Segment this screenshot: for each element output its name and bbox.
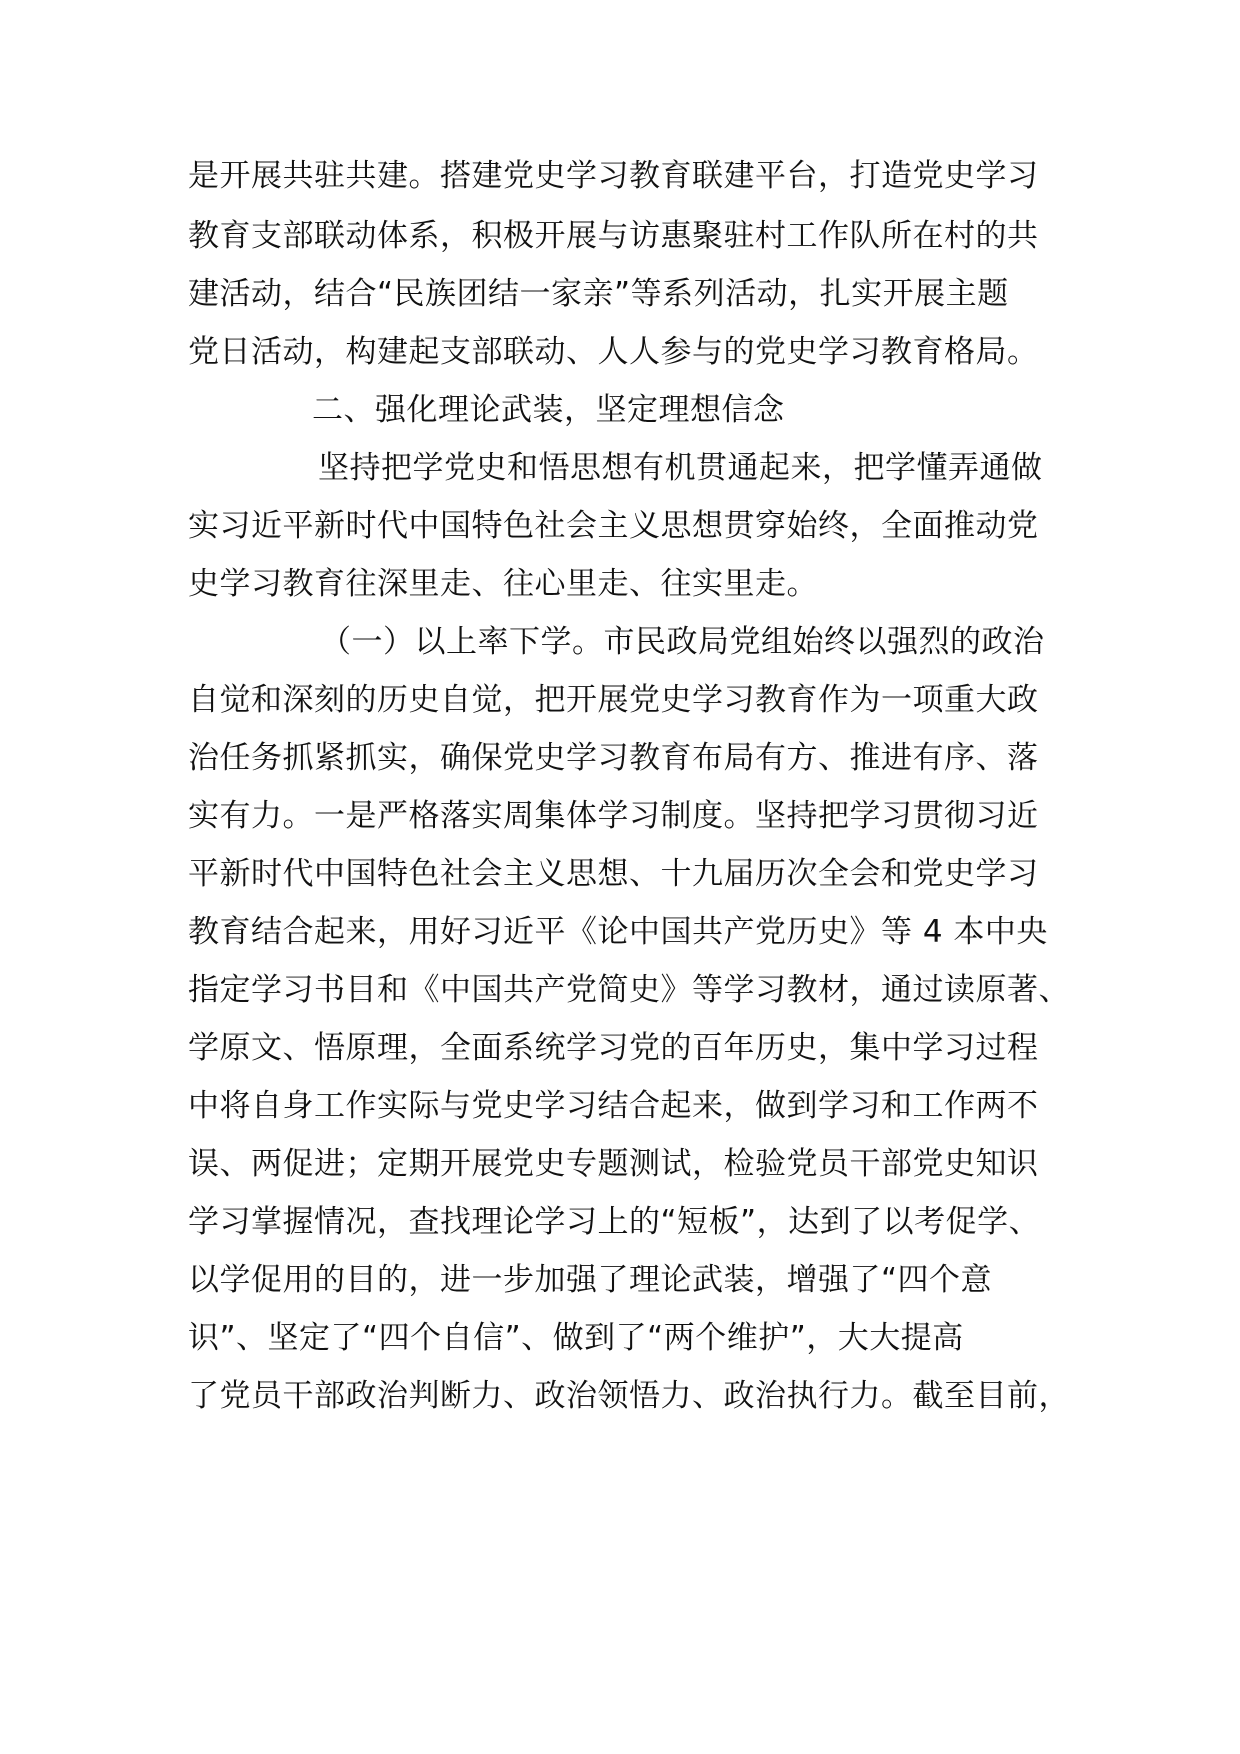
text-line: 坚持把学党史和悟思想有机贯通起来，把学懂弄通做 <box>318 450 1043 486</box>
text-line: 学原文、悟原理，全面系统学习党的百年历史，集中学习过程 <box>188 1030 1039 1066</box>
text-line: 指定学习书目和《中国共产党简史》等学习教材，通过读原著、 <box>188 972 1070 1008</box>
text-line: 史学习教育往深里走、往心里走、往实里走。 <box>188 566 818 602</box>
text-line: 了党员干部政治判断力、政治领悟力、政治执行力。截至目前， <box>188 1378 1070 1414</box>
text-line: 自觉和深刻的历史自觉，把开展党史学习教育作为一项重大政 <box>188 682 1039 718</box>
text-line: 误、两促进；定期开展党史专题测试，检验党员干部党史知识 <box>188 1146 1039 1182</box>
text-line: 建活动，结合“民族团结一家亲”等系列活动，扎实开展主题 <box>188 276 1009 312</box>
text-line: 学习掌握情况，查找理论学习上的“短板”，达到了以考促学、 <box>188 1204 1041 1240</box>
text-line: 党日活动，构建起支部联动、人人参与的党史学习教育格局。 <box>188 334 1039 370</box>
section-heading: 二、强化理论武装，坚定理想信念 <box>312 392 785 428</box>
text-line: 教育支部联动体系，积极开展与访惠聚驻村工作队所在村的共 <box>188 218 1039 254</box>
text-line: 实有力。一是严格落实周集体学习制度。坚持把学习贯彻习近 <box>188 798 1039 834</box>
text-line: 治任务抓紧抓实，确保党史学习教育布局有方、推进有序、落 <box>188 740 1039 776</box>
text-line: 以学促用的目的，进一步加强了理论武装，增强了“四个意 <box>188 1262 993 1298</box>
text-line: 平新时代中国特色社会主义思想、十九届历次全会和党史学习 <box>188 856 1039 892</box>
text-line: 识”、坚定了“四个自信”、做到了“两个维护”，大大提高 <box>188 1320 964 1356</box>
text-line: 是开展共驻共建。搭建党史学习教育联建平台，打造党史学习 <box>188 158 1039 194</box>
text-line: 教育结合起来，用好习近平《论中国共产党历史》等 4 本中央 <box>188 914 1048 950</box>
text-line: 中将自身工作实际与党史学习结合起来，做到学习和工作两不 <box>188 1088 1039 1124</box>
text-line: 实习近平新时代中国特色社会主义思想贯穿始终，全面推动党 <box>188 508 1039 544</box>
subsection-line: （一）以上率下学。市民政局党组始终以强烈的政治 <box>320 624 1045 660</box>
